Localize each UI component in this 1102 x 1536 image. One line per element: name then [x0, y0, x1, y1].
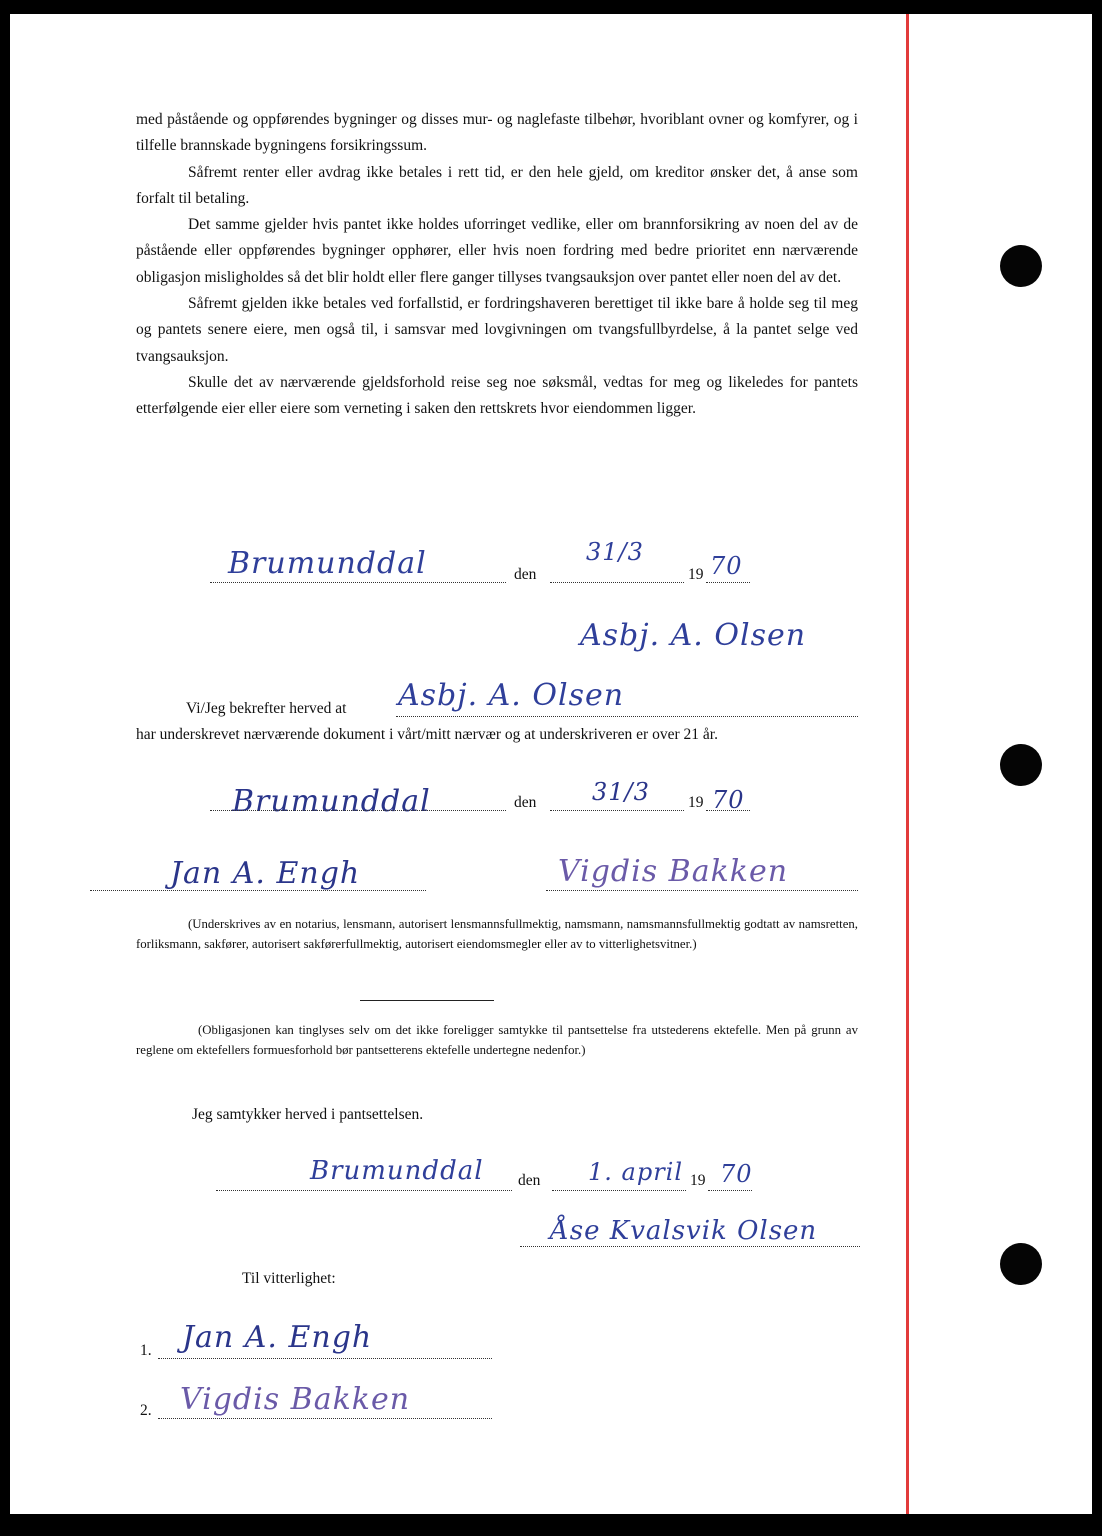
note-who-signs: (Underskrives av en notarius, lensmann, autorisert lensmannsfullmektig, namsmann, namsmannsfullmektig godtatt av namsretten, forliksmann, sakfører, autorisert sakførerfullmektig, autorisert eiendomsmegler eller av to vitterlighetsvitner.): [136, 917, 858, 951]
punch-hole: [1000, 245, 1042, 287]
witness-date-line: [550, 810, 684, 811]
witness-place-line: [210, 810, 506, 811]
witness-signature-2: Vigdis Bakken: [558, 854, 789, 889]
den-label: den: [514, 566, 537, 583]
separator-rule: [360, 1000, 494, 1001]
paragraph: Skulle det av nærværende gjeldsforhold reise seg noe søksmål, vedtas for meg og likeledes for pantets etterfølgende eier eller eiere som verneting i saken den rettskrets hvor eiendommen ligger.: [136, 373, 858, 418]
witness-signature-1: Jan A. Engh: [170, 856, 361, 891]
year-prefix: 19: [688, 794, 704, 811]
confirmed-name: Asbj. A. Olsen: [398, 678, 625, 713]
date-line-2: [552, 1190, 686, 1191]
debtor-signature: Asbj. A. Olsen: [580, 618, 807, 653]
witness-line-1: [90, 890, 426, 891]
body-text: [136, 107, 858, 423]
witness-place-handwritten: Brumunddal: [232, 784, 431, 819]
punch-hole: [1000, 744, 1042, 786]
witness-heading: Til vitterlighet:: [242, 1270, 336, 1287]
year-line: [706, 582, 750, 583]
witness-sig-line-1: [158, 1358, 492, 1359]
witness-date-handwritten: 31/3: [592, 778, 650, 806]
year-prefix: 19: [690, 1172, 706, 1189]
year-line: [706, 810, 750, 811]
den-label: den: [518, 1172, 541, 1189]
paragraph: Såfremt gjelden ikke betales ved forfallstid, er fordringshaveren berettiget til ikke bare å holde seg til meg og pantets senere eiere, men også til, i samsvar med lovgivningen om tvangsfullbyrdelse, å la pantet selge ved tvangsauksjon.: [136, 295, 858, 365]
paragraph: Det samme gjelder hvis pantet ikke holdes uforringet vedlike, eller om brannforsikring av noen del av de påstående eller oppførendes bygninger opphører, eller hvis noen fordring med bedre prioritet enn nærværende obligasjon misligholdes så det blir holdt eller flere ganger tillyses tvangsauksjon over pantet eller noen del av det.: [136, 216, 858, 286]
name-line: [396, 716, 858, 717]
paragraph: Såfremt renter eller avdrag ikke betales i rett tid, er den hele gjeld, om kreditor ønsker det, å anse som forfalt til betaling.: [136, 163, 858, 207]
year-prefix: 19: [688, 566, 704, 583]
date-line: [550, 582, 684, 583]
note-spouse: (Obligasjonen kan tinglyses selv om det ikke foreligger samtykke til pantsettelse fra utstederens ektefelle. Men på grunn av reglene om ektefellers formuesforhold bør pantsetterens ektefelle undertegne nedenfor.): [136, 1023, 858, 1057]
confirmation-line2: har underskrevet nærværende dokument i vårt/mitt nærvær og at underskriveren er over 21 år.: [136, 726, 718, 743]
consent-text: Jeg samtykker herved i pantsettelsen.: [192, 1106, 424, 1123]
place-handwritten: Brumunddal: [228, 546, 427, 581]
witness-sig-2: Vigdis Bakken: [180, 1382, 411, 1417]
year-handwritten: 70: [712, 786, 745, 814]
year-line-2: [708, 1190, 752, 1191]
date-handwritten-2: 1. april: [588, 1158, 684, 1186]
spouse-line: [520, 1246, 860, 1247]
den-label: den: [514, 794, 537, 811]
place-handwritten-2: Brumunddal: [310, 1156, 484, 1186]
witness-number-1: 1.: [140, 1342, 152, 1359]
place-line: [210, 582, 506, 583]
witness-sig-line-2: [158, 1418, 492, 1419]
witness-number-2: 2.: [140, 1402, 152, 1419]
confirmation-prefix: Vi/Jeg bekrefter herved at: [186, 700, 347, 717]
document-page: [10, 14, 1092, 1514]
year-handwritten: 70: [710, 552, 743, 580]
margin-red-line: [906, 14, 909, 1514]
witness-sig-1: Jan A. Engh: [182, 1320, 373, 1355]
place-line-2: [216, 1190, 512, 1191]
paragraph: med påstående og oppførendes bygninger og disses mur- og naglefaste tilbehør, hvoriblant ovner og komfyrer, og i tilfelle brannskade bygningens forsikringssum.: [136, 111, 858, 155]
punch-hole: [1000, 1243, 1042, 1285]
year-handwritten-2: 70: [720, 1160, 753, 1188]
spouse-signature: Åse Kvalsvik Olsen: [550, 1216, 818, 1246]
witness-line-2: [546, 890, 858, 891]
date-handwritten: 31/3: [586, 538, 644, 566]
